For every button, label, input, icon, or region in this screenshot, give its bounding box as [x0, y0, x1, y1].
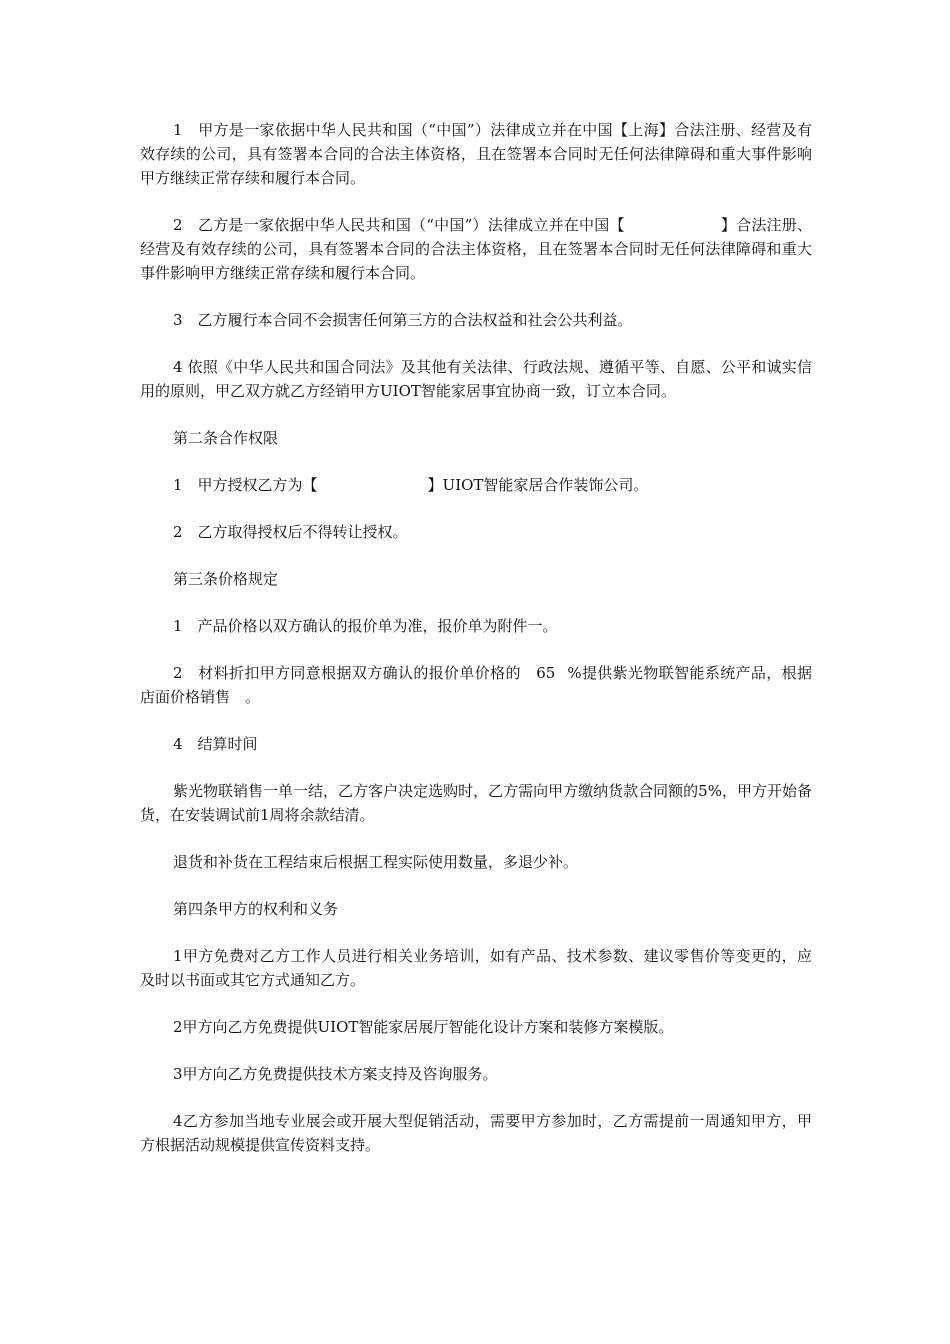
clause-tech-support	[140, 1062, 812, 1086]
clause-text: 4 依照《中华人民共和国合同法》及其他有关法律、行政法规、遵循平等、自愿、公平和诚实信用的原则，甲乙双方就乙方经销甲方UIOT智能家居事宜协商一致，订立本合同。	[140, 358, 812, 400]
discount-percentage: 65	[536, 664, 556, 682]
clause-text: 4 结算时间	[173, 735, 258, 753]
clause-text: 2 乙方取得授权后不得转让授权。	[173, 523, 408, 541]
clause-text: 退货和补货在工程结束后根据工程实际使用数量，多退少补。	[173, 853, 579, 871]
clause-training	[140, 944, 812, 992]
clause-no-transfer	[140, 520, 812, 544]
clause-text-part2: 】合法注册、经营及有效存续的公司，具有签署本合同的合法主体资格，且在签署本合同时无任何法律障碍和重大事件影响甲方继续正常存续和履行本合同。	[140, 216, 812, 282]
clause-design-template	[140, 1015, 812, 1039]
section-heading-cooperation-authority	[140, 426, 812, 450]
clause-settlement-detail	[140, 779, 812, 827]
clause-authorization	[140, 473, 812, 497]
clause-party-a-status	[140, 118, 812, 190]
clause-settlement-time	[140, 732, 812, 756]
section-heading-price-rules	[140, 567, 812, 591]
clause-text-part2: 】UIOT智能家居合作装饰公司。	[427, 476, 649, 494]
clause-returns	[140, 850, 812, 874]
clause-text: 1甲方免费对乙方工作人员进行相关业务培训，如有产品、技术参数、建议零售价等变更的，应及时以书面或其它方式通知乙方。	[140, 947, 812, 989]
section-heading-party-a-rights	[140, 897, 812, 921]
clause-text: 3甲方向乙方免费提供技术方案支持及咨询服务。	[173, 1065, 498, 1083]
section-heading-text: 第二条合作权限	[173, 429, 279, 447]
clause-text: 1 产品价格以双方确认的报价单为准，报价单为附件一。	[173, 617, 558, 635]
clause-legal-basis	[140, 355, 812, 403]
clause-text: 2甲方向乙方免费提供UIOT智能家居展厅智能化设计方案和装修方案模版。	[173, 1018, 674, 1036]
clause-product-price	[140, 614, 812, 638]
section-heading-text: 第三条价格规定	[173, 570, 279, 588]
clause-party-b-status	[140, 213, 812, 285]
clause-discount	[140, 661, 812, 709]
clause-text-part1: 2 材料折扣甲方同意根据双方确认的报价单价格的	[173, 664, 537, 682]
section-heading-text: 第四条甲方的权利和义务	[173, 900, 339, 918]
clause-text: 1 甲方是一家依据中华人民共和国（“中国”）法律成立并在中国【上海】合法注册、经营及有效存续的公司，具有签署本合同的合法主体资格，且在签署本合同时无任何法律障碍和重大事件影响甲方继续正常存续和履行本合同。	[140, 121, 812, 187]
clause-text: 3 乙方履行本合同不会损害任何第三方的合法权益和社会公共利益。	[173, 311, 633, 329]
clause-text: 紫光物联销售一单一结，乙方客户决定选购时，乙方需向甲方缴纳货款合同额的5%，甲方开始备货，在安装调试前1周将余款结清。	[140, 782, 812, 824]
clause-text-part2: %提供紫光物联智能系统产品，根据店面价格销售 。	[140, 664, 813, 706]
clause-no-harm	[140, 308, 812, 332]
clause-text-part1: 1 甲方授权乙方为【	[173, 476, 318, 494]
clause-text: 4乙方参加当地专业展会或开展大型促销活动，需要甲方参加时，乙方需提前一周通知甲方，甲方根据活动规模提供宣传资料支持。	[140, 1112, 812, 1154]
clause-text-part1: 2 乙方是一家依据中华人民共和国（“中国”）法律成立并在中国【	[173, 216, 625, 234]
clause-exhibition-support	[140, 1109, 812, 1157]
contract-page	[140, 118, 812, 1180]
